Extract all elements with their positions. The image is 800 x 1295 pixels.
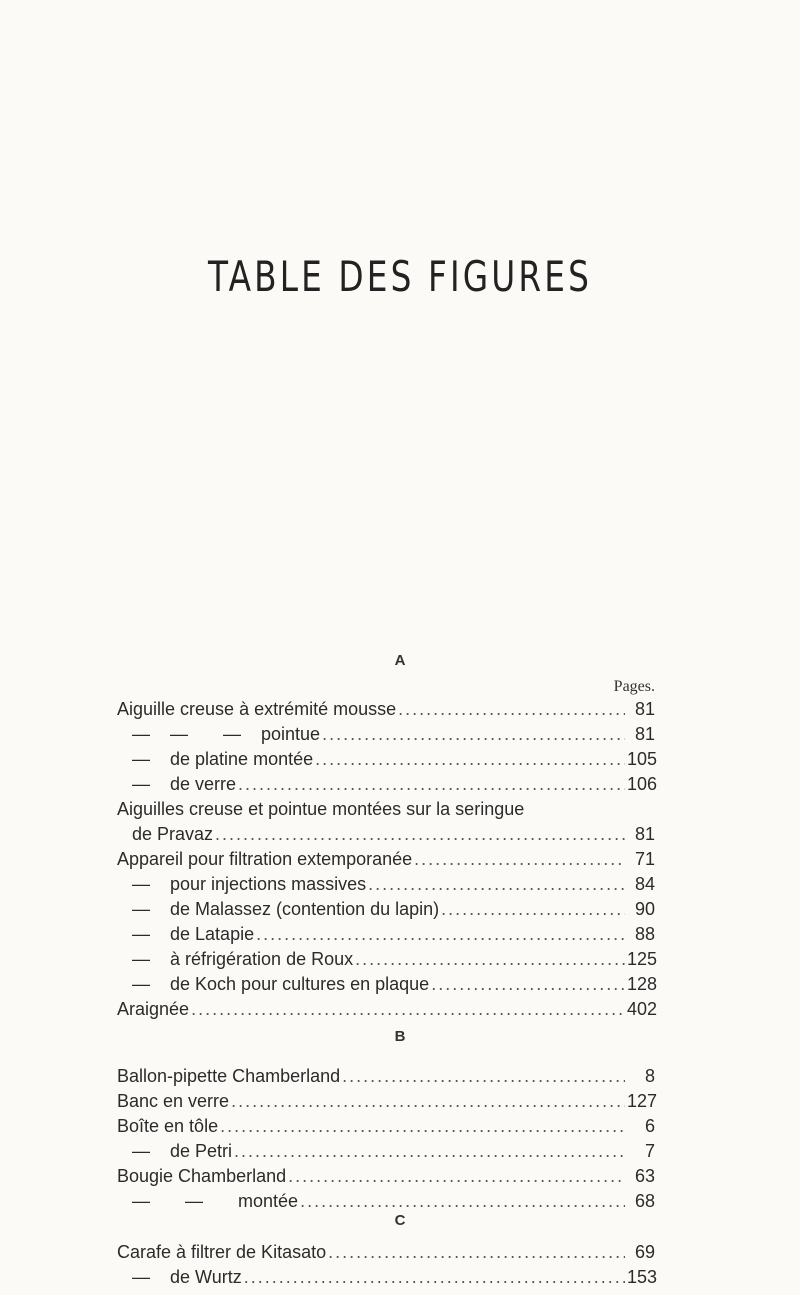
list-item: — de Petri ..... 7 [117, 1139, 655, 1164]
section-letter-a: A [394, 652, 406, 669]
list-item: — de platine montée ..... 105 [117, 747, 655, 772]
list-item: Aiguilles creuse et pointue montées sur la seringue [117, 799, 525, 819]
list-item: — de Malassez (contention du lapin) ..... 90 [117, 897, 655, 922]
list-item: — de Latapie ..... 88 [117, 922, 655, 947]
list-item: Banc en verre ..... 127 [117, 1089, 655, 1114]
section-a-list [117, 697, 658, 1022]
list-item: — de verre ..... 106 [117, 772, 655, 797]
list-item: — — montée ..... 68 [117, 1189, 655, 1214]
list-item: — de Koch pour cultures en plaque ..... 128 [117, 972, 655, 997]
section-letter-b: B [394, 1028, 406, 1045]
list-item: Carafe à filtrer de Kitasato ..... 69 [117, 1240, 655, 1265]
list-item: — à réfrigération de Roux ..... 125 [117, 947, 655, 972]
list-item: — pour injections massives ..... 84 [117, 872, 655, 897]
list-item: Aiguille creuse à extrémité mousse ..... 81 [117, 697, 655, 722]
list-item: Boîte en tôle ..... 6 [117, 1114, 655, 1139]
list-item: — de Wurtz ..... 153 [117, 1265, 655, 1290]
list-item: — — — pointue ..... 81 [117, 722, 655, 747]
list-item: Ballon-pipette Chamberland ..... 8 [117, 1064, 655, 1089]
list-item: Appareil pour filtration extemporanée ..... 71 [117, 847, 655, 872]
section-c-list [117, 1240, 658, 1290]
section-letter-c: C [394, 1212, 406, 1229]
list-item: de Pravaz ..... 81 [117, 822, 655, 847]
list-item: Araignée ..... 402 [117, 997, 655, 1022]
list-item: Bougie Chamberland ..... 63 [117, 1164, 655, 1189]
pages-column-label: Pages. [613, 678, 655, 695]
page-title: TABLE DES FIGURES [207, 252, 593, 301]
section-b-list [117, 1064, 658, 1214]
